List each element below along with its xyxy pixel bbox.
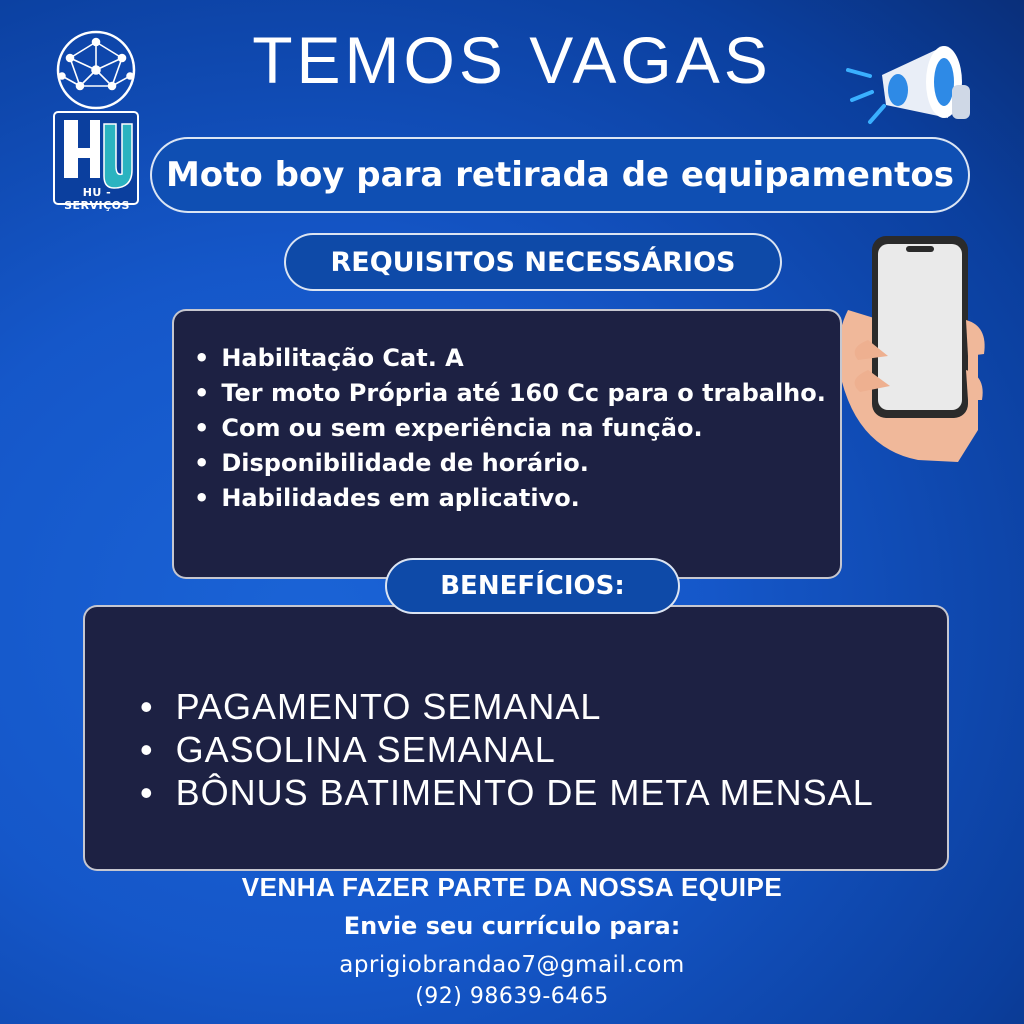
- page-title: TEMOS VAGAS: [252, 23, 772, 97]
- benefits-panel: [83, 605, 949, 871]
- benefits-heading: BENEFÍCIOS:: [385, 558, 680, 614]
- list-item: • Disponibilidade de horário.: [194, 446, 826, 481]
- requirements-list: [194, 341, 826, 516]
- smartphone-in-hand-icon: [828, 230, 998, 470]
- contact-email[interactable]: aprigiobrandao7@gmail.com: [339, 952, 685, 978]
- contact-phone[interactable]: (92) 98639-6465: [415, 984, 609, 1009]
- list-item: • BÔNUS BATIMENTO DE META MENSAL: [140, 771, 874, 814]
- list-item: • PAGAMENTO SEMANAL: [140, 685, 874, 728]
- megaphone-icon: [840, 30, 990, 130]
- list-item: • Habilitação Cat. A: [194, 341, 826, 376]
- benefits-list: [140, 685, 874, 814]
- requirements-heading: REQUISITOS NECESSÁRIOS: [284, 233, 782, 291]
- send-resume-label: Envie seu currículo para:: [343, 912, 681, 940]
- requirements-panel: [172, 309, 842, 579]
- list-item: • Ter moto Própria até 160 Cc para o trabalho.: [194, 376, 826, 411]
- list-item: • Com ou sem experiência na função.: [194, 411, 826, 446]
- logo-caption: HU - SERVIÇOS: [64, 186, 130, 212]
- call-to-action: VENHA FAZER PARTE DA NOSSA EQUIPE: [241, 872, 783, 902]
- list-item: • GASOLINA SEMANAL: [140, 728, 874, 771]
- list-item: • Habilidades em aplicativo.: [194, 481, 826, 516]
- job-title-banner: Moto boy para retirada de equipamentos: [150, 137, 970, 213]
